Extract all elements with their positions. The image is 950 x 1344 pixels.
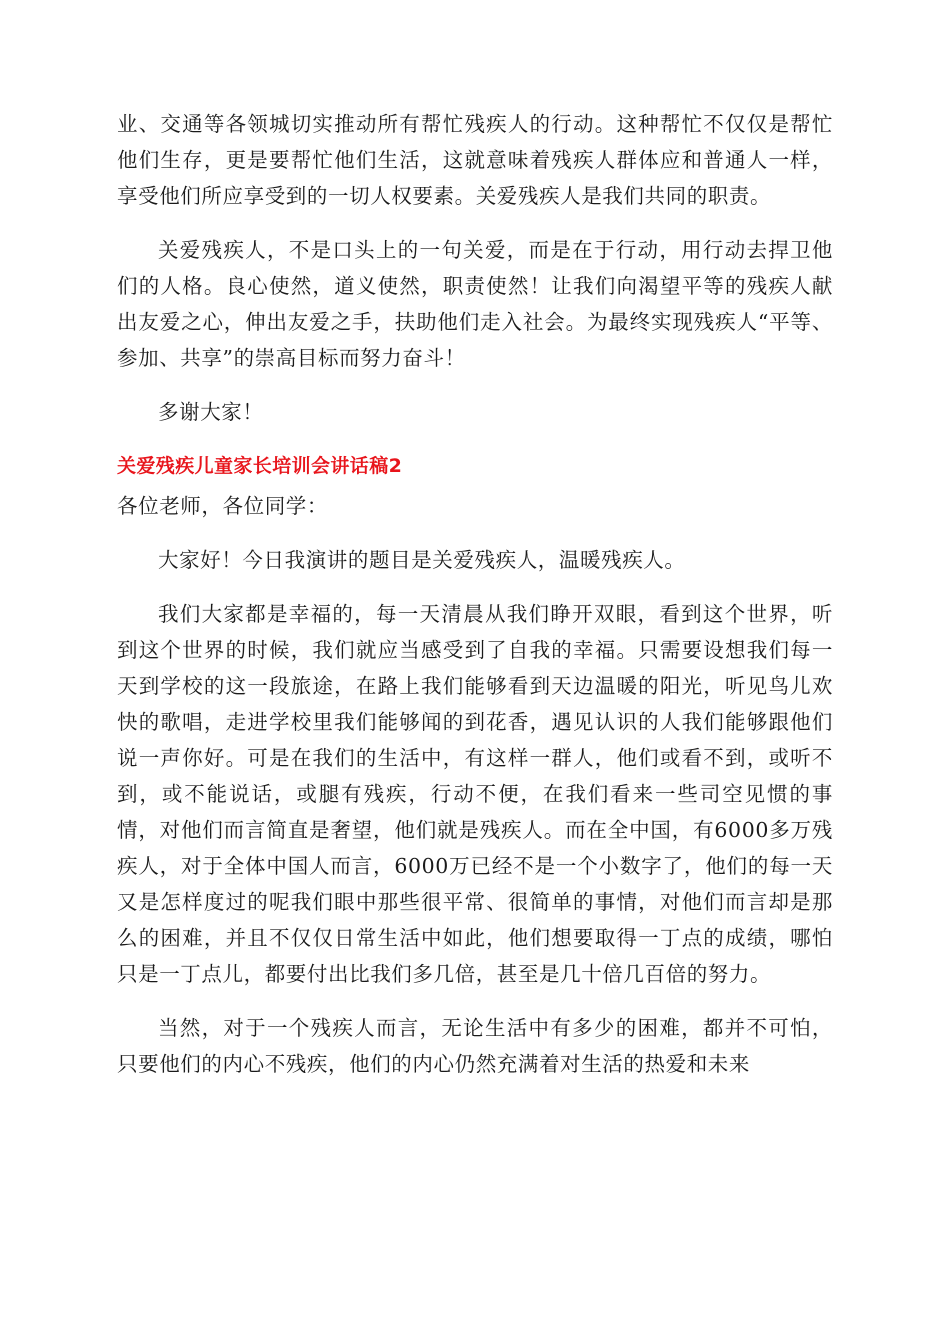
section-heading: 关爱残疾儿童家长培训会讲话稿2: [117, 455, 403, 477]
paragraph-body: 我们大家都是幸福的，每一天清晨从我们睁开双眼，看到这个世界，听到这个世界的时候，我们就应当感受到了自我的幸福。只需要设想我们每一天到学校的这一段旅途，在路上我们能够看到天边温暖的阳光，听见鸟儿欢快的歌唱，走进学校里我们能够闻的到花香，遇见认识的人我们能够跟他们说一声你好。可是在我们的生活中，有这样一群人，他们或看不到，或听不到，或不能说话，或腿有残疾，行动不便，在我们看来一些司空见惯的事情，对他们而言简直是奢望，他们就是残疾人。而在全中国，有6000多万残疾人，对于全体中国人而言，6000万已经不是一个小数字了，他们的每一天又是怎样度过的呢我们眼中那些很平常、很简单的事情，对他们而言却是那么的困难，并且不仅仅日常生活中如此，他们想要取得一丁点的成绩，哪怕只是一丁点儿，都要付出比我们多几倍，甚至是几十倍几百倍的努力。: [117, 602, 833, 986]
paragraph-thanks: 多谢大家！: [158, 400, 264, 424]
paragraph-continued: 业、交通等各领城切实推动所有帮忙残疾人的行动。这种帮忙不仅仅是帮忙他们生存，更是要帮忙他们生活，这就意味着残疾人群体应和普通人一样，享受他们所应享受到的一切人权要素。关爱残疾人是我们共同的职责。: [117, 112, 833, 208]
document-page: [117, 106, 833, 1100]
paragraph-intro: 大家好！今日我演讲的题目是关爱残疾人，温暖残疾人。: [158, 548, 686, 572]
paragraph-closing-appeal: 关爱残疾人，不是口头上的一句关爱，而是在于行动，用行动去捍卫他们的人格。良心使然，道义使然，职责使然！让我们向渴望平等的残疾人献出友爱之心，伸出友爱之手，扶助他们走入社会。为最终实现残疾人“平等、参加、共享”的崇高目标而努力奋斗！: [117, 238, 833, 370]
paragraph-continuing: 当然，对于一个残疾人而言，无论生活中有多少的困难，都并不可怕，只要他们的内心不残疾，他们的内心仍然充满着对生活的热爱和未来: [117, 1016, 833, 1076]
greeting-line: 各位老师，各位同学：: [117, 494, 328, 518]
